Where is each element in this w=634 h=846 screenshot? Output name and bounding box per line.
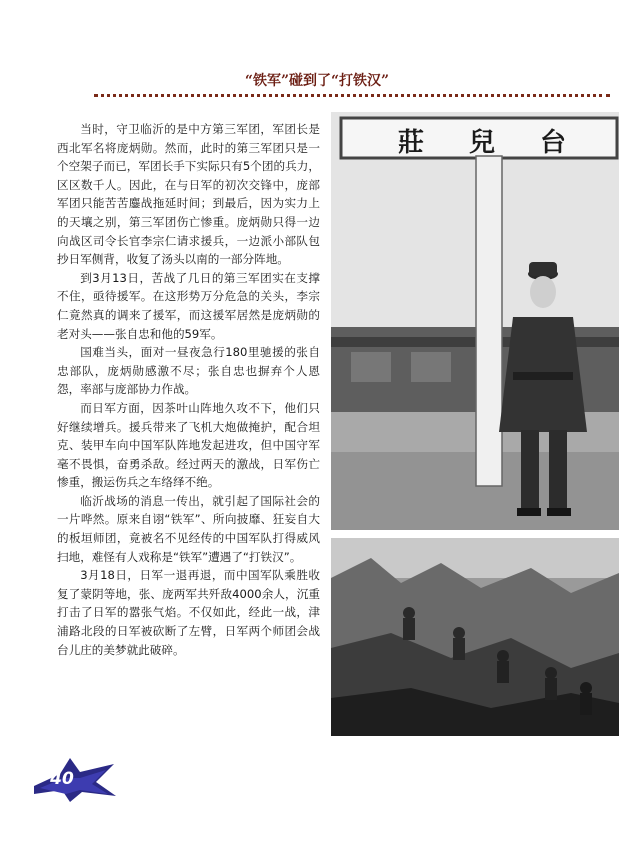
article-paragraph: 而日军方面，因茶叶山阵地久攻不下，他们只好继续增兵。援兵带来了飞机大炮做掩护，配合坦克、装甲车向中国军队阵地发起进攻，但中国守军毫不畏惧，奋勇杀敌。经过两天的激战，日军伤亡惨重，搬运伤兵之车络绎不绝。 xyxy=(57,400,320,490)
battle-ruins-photo xyxy=(331,538,619,736)
station-sign-text: 莊 兒 台 xyxy=(397,128,585,158)
soldier-station-photo xyxy=(331,112,619,530)
page-header-title: “铁军”碰到了“打铁汉” xyxy=(244,73,390,89)
article-body xyxy=(57,120,320,659)
header-dotted-divider xyxy=(94,94,610,97)
article-paragraph: 国难当头，面对一昼夜急行180里驰援的张自忠部队，庞炳勋感激不尽；张自忠也摒弃个人恩怨，率部与庞部协力作战。 xyxy=(57,345,320,397)
article-paragraph: 当时，守卫临沂的是中方第三军团，军团长是西北军名将庞炳勋。然而，此时的第三军团只是一个空架子而已，军团长手下实际只有5个团的兵力，区区数千人。因此，在与日军的初次交锋中，庞部军团只能苦苦鏖战拖延时间；到最后，因为实力上的天壤之别，第三军团伤亡惨重。庞炳勋只得一边向战区司令长官李宗仁请求援兵，一边派小部队包抄日军侧背，收复了汤头以南的一部分阵地。 xyxy=(57,122,320,267)
soldier-station-illustration xyxy=(331,112,619,530)
battle-ruins-illustration xyxy=(331,538,619,736)
page-number: 40 xyxy=(50,769,74,789)
article-paragraph: 到3月13日，苦战了几日的第三军团实在支撑不住，亟待援军。在这形势万分危急的关头，李宗仁竟然真的调来了援军，而这援军居然是庞炳勋的老对头——张自忠和他的59军。 xyxy=(57,270,320,341)
article-paragraph: 临沂战场的消息一传出，就引起了国际社会的一片哗然。原来自诩“铁军”、所向披靡、狂妄自大的板垣师团，竟被名不见经传的中国军队打得威风扫地，难怪有人戏称是“铁军”遭遇了“打铁汉”。 xyxy=(57,493,320,564)
article-paragraph: 3月18日，日军一退再退，而中国军队乘胜收复了蒙阴等地，张、庞两军共歼敌4000余人，沉重打击了日军的嚣张气焰。不仅如此，经此一战，津浦路北段的日军被砍断了左臂，日军两个师团会战台儿庄的美梦就此破碎。 xyxy=(57,568,320,657)
